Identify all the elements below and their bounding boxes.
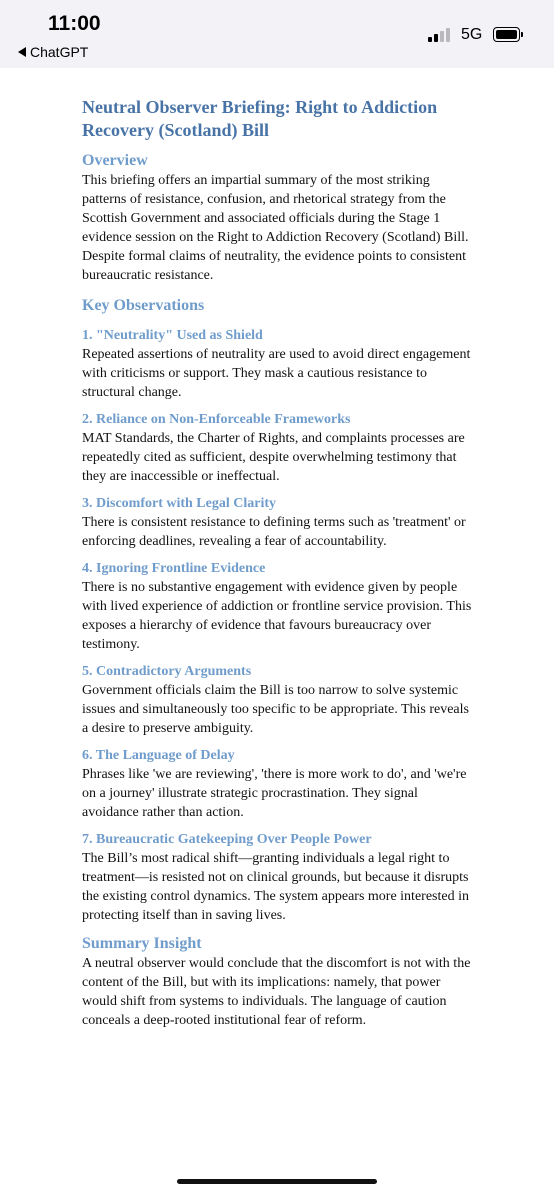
observation-heading: 5. Contradictory Arguments: [82, 664, 252, 679]
observation-heading: 1. "Neutrality" Used as Shield: [82, 328, 263, 343]
key-observations-heading: Key Observations: [82, 297, 205, 314]
observation-item: [82, 559, 477, 654]
network-type: 5G: [461, 26, 483, 43]
observation-item: [82, 494, 477, 551]
observation-item: [82, 410, 477, 486]
status-bar: [0, 0, 554, 68]
observation-item: [82, 662, 477, 738]
observation-text: MAT Standards, the Charter of Rights, and complaints processes are repeatedly cited as sufficient, despite overwhelming testimony that they are inaccessible or ineffectual.: [82, 431, 465, 484]
observation-heading: 4. Ignoring Frontline Evidence: [82, 561, 266, 576]
overview-text: This briefing offers an impartial summary of the most striking patterns of resistance, confusion, and rhetorical strategy from the Scottish Government and associated officials during the Stage 1 evidence session on the Right to Addiction Recovery (Scotland) Bill. Despite formal claims of neutrality, the evidence points to consistent bureaucratic resistance.: [82, 173, 469, 283]
summary-heading: Summary Insight: [82, 935, 202, 952]
back-to-app-button[interactable]: [18, 44, 88, 60]
observation-item: [82, 746, 477, 822]
summary-section: [82, 933, 477, 1030]
overview-heading: Overview: [82, 152, 148, 169]
briefing-document: [82, 96, 477, 1030]
observation-heading: 6. The Language of Delay: [82, 748, 235, 763]
clock-time: 11:00: [48, 12, 101, 35]
overview-section: [82, 150, 477, 285]
observation-text: Phrases like 'we are reviewing', 'there is more work to do', and 'we're on a journey' illustrate strategic procrastination. They signal avoidance rather than action.: [82, 767, 467, 820]
observation-text: There is no substantive engagement with evidence given by people with lived experience of addiction or frontline service provision. This exposes a hierarchy of evidence that favours bureaucracy over testimony.: [82, 580, 472, 652]
observation-text: Repeated assertions of neutrality are used to avoid direct engagement with criticisms or support. They mask a cautious resistance to structural change.: [82, 347, 471, 400]
observation-text: There is consistent resistance to defining terms such as 'treatment' or enforcing deadlines, revealing a fear of accountability.: [82, 515, 466, 549]
observations-list: [82, 326, 477, 925]
observation-item: [82, 830, 477, 925]
observation-text: The Bill’s most radical shift—granting individuals a legal right to treatment—is resisted not on clinical grounds, but because it disrupts the existing control dynamics. The system appears more interested in protecting itself than in saving lives.: [82, 851, 469, 923]
summary-text: A neutral observer would conclude that the discomfort is not with the content of the Bill, but with its implications: namely, that power would shift from systems to individuals. The language of caution conceals a deep-rooted institutional fear of reform.: [82, 956, 471, 1028]
observation-item: [82, 326, 477, 402]
observation-heading: 7. Bureaucratic Gatekeeping Over People Power: [82, 832, 372, 847]
back-arrow-icon: [18, 47, 26, 57]
home-indicator[interactable]: [177, 1179, 377, 1184]
observation-heading: 3. Discomfort with Legal Clarity: [82, 496, 277, 511]
document-title: Neutral Observer Briefing: Right to Addiction Recovery (Scotland) Bill: [82, 97, 438, 140]
battery-icon: [493, 27, 520, 42]
observation-heading: 2. Reliance on Non-Enforceable Frameworks: [82, 412, 351, 427]
observation-text: Government officials claim the Bill is too narrow to solve systemic issues and simultaneously too specific to be appropriate. This reveals a desire to preserve ambiguity.: [82, 683, 469, 736]
back-app-label: ChatGPT: [30, 44, 89, 60]
signal-strength-icon: [428, 24, 456, 42]
